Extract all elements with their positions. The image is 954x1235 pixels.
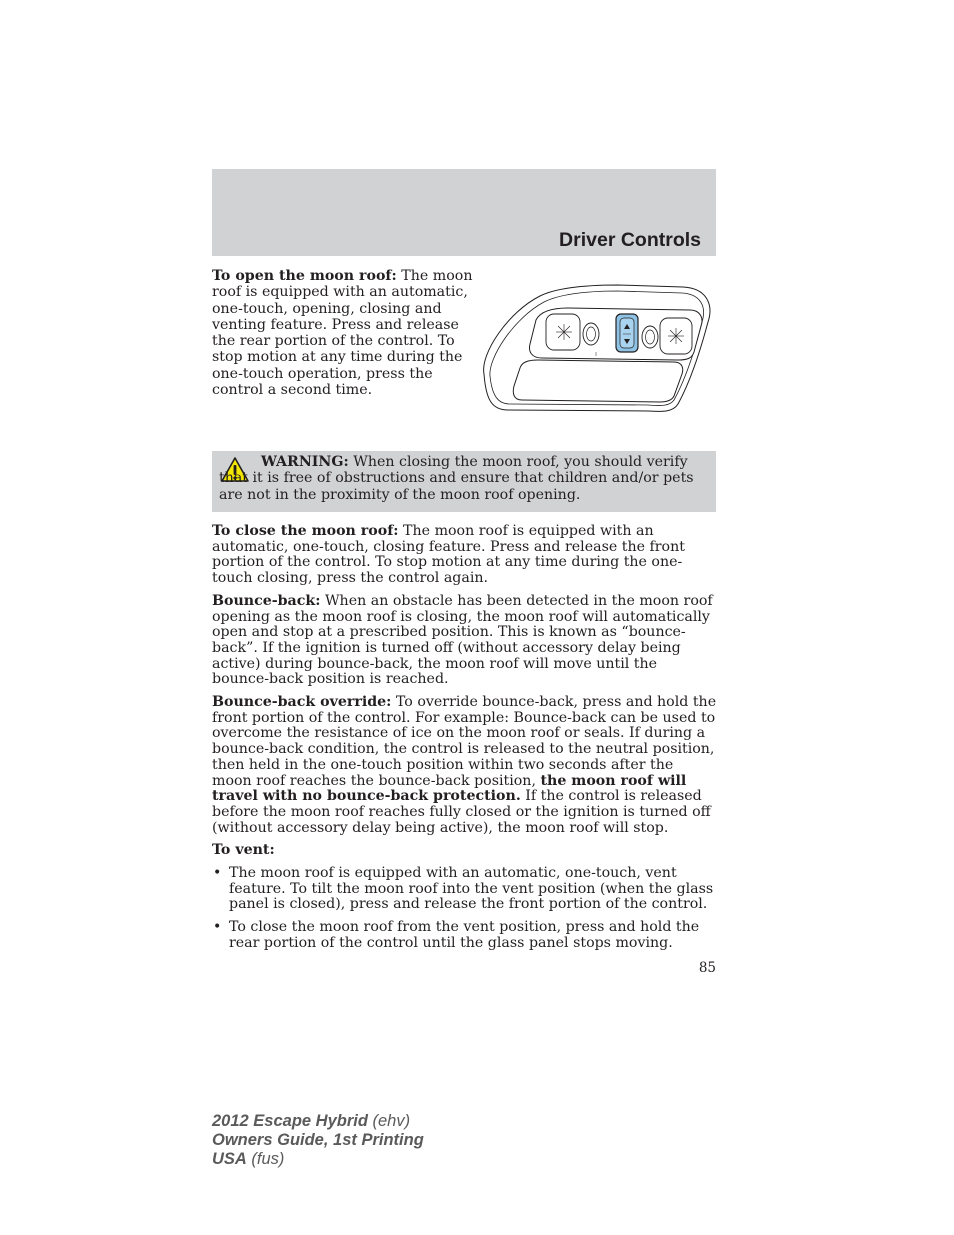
close-moonroof-text: The moon roof is equipped with an automatic, one-touch, closing feature. Press and release the front portion of the control. To stop motion at any time during the one-touch closing, press the control again. xyxy=(212,523,685,587)
footer-edition-info xyxy=(212,1112,424,1169)
vent-bullet-text: The moon roof is equipped with an automatic, one-touch, vent feature. To tilt the moon roof into the vent position (when the glass panel is closed), press and release the front portion of the control. xyxy=(229,865,714,913)
bounce-back-override-text-1: To override bounce-back, press and hold the front portion of the control. For example: Bounce-back can be used to overcome the resistance of ice on the moon roof or seals. If during a bounce-back condition, the control is released to the neutral position, then held in the one-touch position within two seconds after the moon roof reaches the bounce-back position, xyxy=(212,694,717,789)
warning-label: WARNING: xyxy=(261,454,349,470)
bounce-back-text: When an obstacle has been detected in the moon roof opening as the moon roof is closing, the moon roof will automatically open and stop at a prescribed position. This is known as “bounce-back”. If the ignition is turned off (without accessory delay being active) during bounce-back, the moon roof will move until the bounce-back position is reached. xyxy=(212,592,713,688)
bounce-back-heading: Bounce-back: xyxy=(212,592,321,609)
warning-text xyxy=(219,454,711,503)
footer-model-code: (ehv) xyxy=(367,1112,411,1130)
vent-bullet-text: To close the moon roof from the vent position, press and hold the rear portion of the control until the glass panel stops moving. xyxy=(229,919,700,951)
bounce-back-override-emphasis: the moon roof will travel with no bounce-back protection. xyxy=(212,772,687,805)
page-number: 85 xyxy=(698,960,716,976)
warning-body: When closing the moon roof, you should verify that it is free of obstructions and ensure that children and/or pets are not in the proximity of the moon roof opening. xyxy=(219,454,694,503)
warning-box xyxy=(212,451,716,512)
vent-bullet-list xyxy=(212,866,717,952)
footer-guide: Owners Guide, 1st Printing xyxy=(212,1131,424,1149)
footer-market: USA xyxy=(212,1150,247,1168)
section-header-band xyxy=(212,169,716,256)
vent-heading-paragraph xyxy=(212,843,717,859)
open-moonroof-paragraph xyxy=(212,268,474,398)
bounce-back-override-paragraph xyxy=(212,695,717,836)
open-moonroof-heading: To open the moon roof: xyxy=(212,268,397,284)
overhead-console-illustration xyxy=(478,282,716,414)
footer-line-3 xyxy=(212,1150,424,1169)
close-moonroof-paragraph xyxy=(212,524,717,587)
footer-model: 2012 Escape Hybrid xyxy=(212,1112,368,1130)
bounce-back-override-text-2: If the control is released before the moon roof reaches fully closed or the ignition is turned off (without accessory delay being active), the moon roof will stop. xyxy=(212,788,711,836)
open-moonroof-text: The moon roof is equipped with an automatic, one-touch, opening, closing and venting feature. Press and release the rear portion of the control. To stop motion at any time during the one-touch operation, press the control a second time. xyxy=(212,268,473,399)
section-title: Driver Controls xyxy=(559,229,701,251)
footer-line-2 xyxy=(212,1131,424,1150)
bounce-back-paragraph xyxy=(212,594,717,688)
bullet-marker: • xyxy=(213,919,222,936)
vent-heading: To vent: xyxy=(212,842,275,859)
close-moonroof-heading: To close the moon roof: xyxy=(212,523,399,539)
footer-market-code: (fus) xyxy=(246,1150,285,1168)
bounce-back-override-heading: Bounce-back override: xyxy=(212,694,392,711)
list-item xyxy=(212,920,717,951)
body-text xyxy=(212,524,717,959)
list-item xyxy=(212,866,717,913)
footer-line-1 xyxy=(212,1112,424,1131)
bullet-marker: • xyxy=(213,865,222,882)
